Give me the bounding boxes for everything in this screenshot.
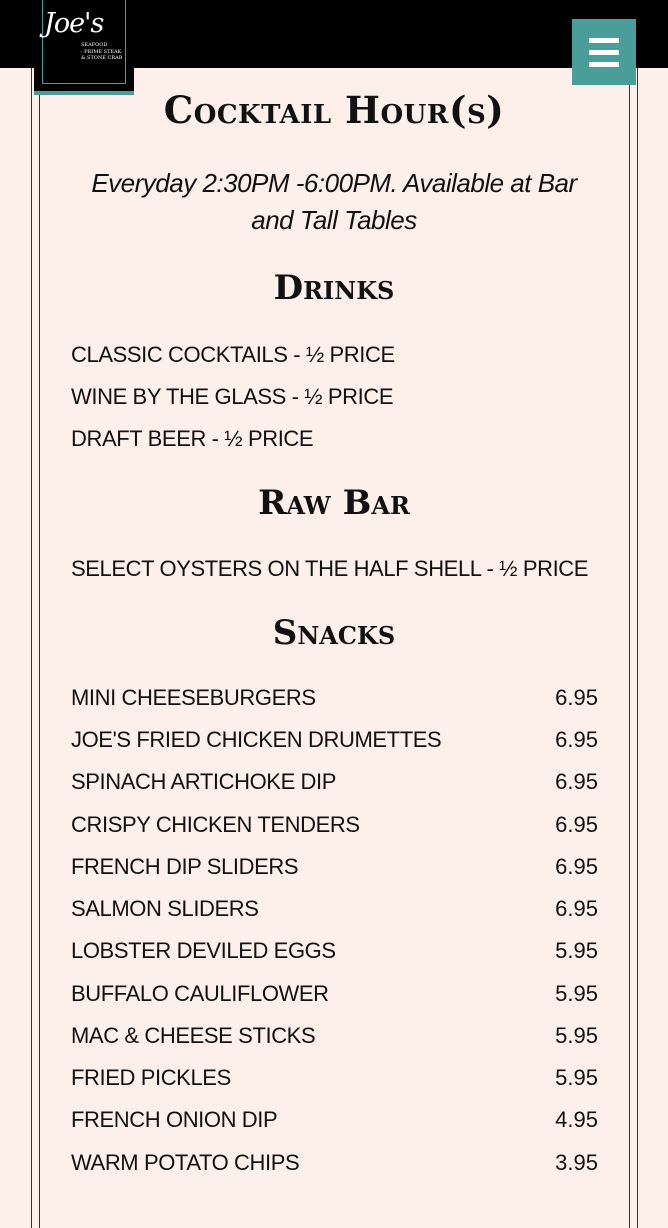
snack-row: [71, 981, 598, 1013]
page-title: Cocktail Hour(s): [163, 88, 505, 132]
snack-name: MAC & CHEESE STICKS: [71, 1023, 316, 1048]
snack-row: [71, 812, 598, 844]
snack-price: 5.95: [555, 938, 598, 963]
snack-name: LOBSTER DEVILED EGGS: [71, 938, 336, 963]
hamburger-menu-icon[interactable]: [572, 19, 636, 85]
snack-row: [71, 1023, 598, 1055]
brand-logo[interactable]: [34, 0, 134, 95]
drink-item: CLASSIC COCKTAILS - ½ PRICE: [71, 342, 395, 367]
snack-name: WARM POTATO CHIPS: [71, 1150, 300, 1175]
snack-price: 6.95: [555, 896, 598, 921]
logo-tagline: SEAFOOD · PRIME STEAK & STONE CRAB: [81, 42, 123, 61]
snack-price: 6.95: [555, 854, 598, 879]
snack-price: 3.95: [555, 1150, 598, 1175]
snack-name: SALMON SLIDERS: [71, 896, 259, 921]
menu-line: [589, 50, 619, 55]
snack-name: FRENCH DIP SLIDERS: [71, 854, 299, 879]
snack-price: 4.95: [555, 1107, 598, 1132]
snack-name: CRISPY CHICKEN TENDERS: [71, 812, 360, 837]
menu-line: [589, 38, 619, 43]
snack-row: [71, 1107, 598, 1139]
snack-price: 6.95: [555, 727, 598, 752]
snack-name: MINI CHEESEBURGERS: [71, 685, 316, 710]
snack-row: [71, 1065, 598, 1097]
section-heading-raw-bar: Raw Bar: [258, 483, 410, 523]
snack-price: 6.95: [555, 769, 598, 794]
snack-row: [71, 1150, 598, 1182]
snack-price: 5.95: [555, 1065, 598, 1090]
snack-price: 5.95: [555, 1023, 598, 1048]
snack-price: 6.95: [555, 812, 598, 837]
snack-row: [71, 938, 598, 970]
raw-bar-item: SELECT OYSTERS ON THE HALF SHELL - ½ PRICE: [71, 556, 589, 581]
logo-script: Joe's: [44, 8, 104, 39]
snack-name: JOE'S FRIED CHICKEN DRUMETTES: [71, 727, 442, 752]
section-heading-snacks: Snacks: [272, 613, 396, 653]
snack-name: FRENCH ONION DIP: [71, 1107, 278, 1132]
snack-row: [71, 727, 598, 759]
snack-name: FRIED PICKLES: [71, 1065, 231, 1090]
section-heading-drinks: Drinks: [273, 268, 395, 308]
snack-row: [71, 685, 598, 717]
page-subtitle: Everyday 2:30PM -6:00PM. Available at Bar and Tall Tables: [91, 168, 577, 235]
menu-line: [589, 62, 619, 67]
snack-row: [71, 896, 598, 928]
snack-name: BUFFALO CAULIFLOWER: [71, 981, 329, 1006]
snack-price: 6.95: [555, 685, 598, 710]
drink-item: DRAFT BEER - ½ PRICE: [71, 426, 314, 451]
snack-price: 5.95: [555, 981, 598, 1006]
snack-row: [71, 854, 598, 886]
snack-name: SPINACH ARTICHOKE DIP: [71, 769, 337, 794]
drink-item: WINE BY THE GLASS - ½ PRICE: [71, 384, 394, 409]
snack-row: [71, 769, 598, 801]
